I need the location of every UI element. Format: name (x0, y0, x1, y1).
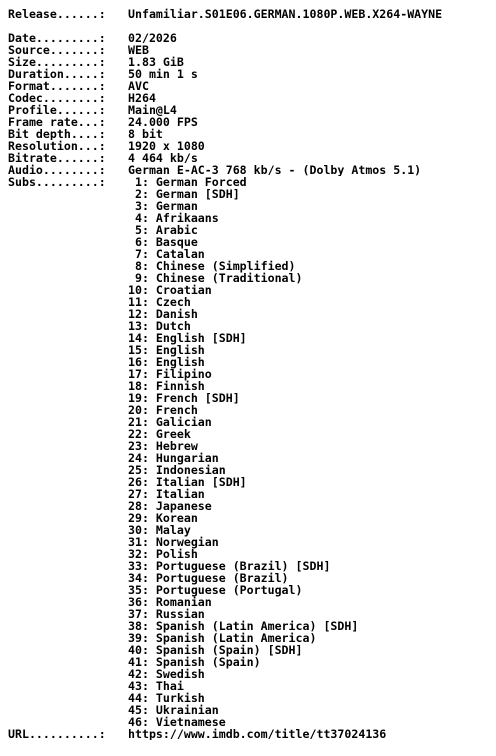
bit-depth-label: Bit depth....: (8, 128, 106, 140)
bitrate-label: Bitrate......: (8, 152, 106, 164)
subtitle-track: 41: Spanish (Spain) (128, 655, 261, 669)
codec-label: Codec........: (8, 92, 106, 104)
subtitle-track: 31: Norwegian (128, 535, 219, 549)
format-row (8, 80, 494, 92)
source-label: Source.......: (8, 44, 106, 56)
subtitle-track: 12: Danish (128, 307, 198, 321)
subtitle-track: 21: Galician (128, 415, 212, 429)
subtitle-track: 3: German (128, 199, 198, 213)
subtitle-track: 30: Malay (128, 523, 191, 537)
subtitle-track: 43: Thai (128, 679, 184, 693)
subtitle-track: 11: Czech (128, 295, 191, 309)
duration-label: Duration.....: (8, 68, 106, 80)
codec-row (8, 92, 494, 104)
resolution-row (8, 140, 494, 152)
subtitle-track: 2: German [SDH] (128, 187, 240, 201)
profile-row (8, 104, 494, 116)
subs-label: Subs.........: (8, 176, 106, 189)
release-label: Release......: (8, 8, 106, 20)
subtitle-track: 8: Chinese (Simplified) (128, 259, 296, 273)
subtitle-track: 35: Portuguese (Portugal) (128, 583, 303, 597)
subtitle-track: 16: English (128, 355, 205, 369)
subtitle-track: 5: Arabic (128, 223, 198, 237)
size-value: 1.83 GiB (128, 56, 184, 68)
nfo-document (8, 8, 494, 740)
frame-rate-value: 24.000 FPS (128, 116, 198, 128)
resolution-value: 1920 x 1080 (128, 140, 205, 152)
url-row (8, 728, 494, 740)
subtitle-track: 46: Vietnamese (128, 715, 226, 729)
subtitle-list (128, 176, 494, 728)
subtitle-track: 6: Basque (128, 235, 198, 249)
spacer (8, 20, 494, 32)
duration-value: 50 min 1 s (128, 68, 198, 80)
url-label: URL..........: (8, 728, 106, 740)
subtitle-track: 10: Croatian (128, 283, 212, 297)
release-name: Unfamiliar.S01E06.GERMAN.1080P.WEB.X264-WAYNE (128, 8, 443, 20)
bitrate-row (8, 152, 494, 164)
subtitle-track: 26: Italian [SDH] (128, 475, 247, 489)
format-value: AVC (128, 80, 149, 92)
codec-value: H264 (128, 92, 156, 104)
subtitle-track: 9: Chinese (Traditional) (128, 271, 303, 285)
subtitle-track: 38: Spanish (Latin America) [SDH] (128, 619, 359, 633)
subtitle-track: 40: Spanish (Spain) [SDH] (128, 643, 303, 657)
subtitle-track: 39: Spanish (Latin America) (128, 631, 317, 645)
subtitle-track: 13: Dutch (128, 319, 191, 333)
subtitle-track: 24: Hungarian (128, 451, 219, 465)
subtitle-track: 37: Russian (128, 607, 205, 621)
subtitle-track: 4: Afrikaans (128, 211, 219, 225)
subtitle-track: 18: Finnish (128, 379, 205, 393)
subtitle-track: 22: Greek (128, 427, 191, 441)
resolution-label: Resolution...: (8, 140, 106, 152)
subtitle-track: 42: Swedish (128, 667, 205, 681)
media-info-fields (8, 32, 494, 176)
subtitle-track: 29: Korean (128, 511, 198, 525)
subtitle-track: 7: Catalan (128, 247, 205, 261)
subtitle-track: 23: Hebrew (128, 439, 198, 453)
subtitle-track: 28: Japanese (128, 499, 212, 513)
subtitle-track: 27: Italian (128, 487, 205, 501)
imdb-url: https://www.imdb.com/title/tt37024136 (128, 728, 387, 740)
size-label: Size.........: (8, 56, 106, 68)
frame-rate-label: Frame rate...: (8, 116, 106, 128)
subtitle-track: 32: Polish (128, 547, 198, 561)
profile-value: Main@L4 (128, 104, 177, 116)
date-value: 02/2026 (128, 32, 177, 44)
subtitle-track: 15: English (128, 343, 205, 357)
size-row (8, 56, 494, 68)
date-row (8, 32, 494, 44)
subtitles-block (8, 176, 494, 728)
bit-depth-value: 8 bit (128, 128, 163, 140)
subtitle-track: 45: Ukrainian (128, 703, 219, 717)
audio-row (8, 164, 494, 176)
release-row (8, 8, 494, 20)
bit-depth-row (8, 128, 494, 140)
audio-value: German E-AC-3 768 kb/s - (Dolby Atmos 5.1) (128, 164, 422, 176)
audio-label: Audio........: (8, 164, 106, 176)
profile-label: Profile......: (8, 104, 106, 116)
subtitle-track: 19: French [SDH] (128, 391, 240, 405)
subtitle-track: 14: English [SDH] (128, 331, 247, 345)
bitrate-value: 4 464 kb/s (128, 152, 198, 164)
source-value: WEB (128, 44, 149, 56)
duration-row (8, 68, 494, 80)
format-label: Format.......: (8, 80, 106, 92)
subtitle-track: 17: Filipino (128, 367, 212, 381)
subtitle-track: 34: Portuguese (Brazil) (128, 571, 289, 585)
subtitle-track: 44: Turkish (128, 691, 205, 705)
frame-rate-row (8, 116, 494, 128)
subtitle-track: 36: Romanian (128, 595, 212, 609)
subtitle-track: 20: French (128, 403, 198, 417)
subtitle-track: 25: Indonesian (128, 463, 226, 477)
subtitle-track: 1: German Forced (128, 175, 247, 189)
source-row (8, 44, 494, 56)
date-label: Date.........: (8, 32, 106, 44)
subtitle-track: 33: Portuguese (Brazil) [SDH] (128, 559, 331, 573)
